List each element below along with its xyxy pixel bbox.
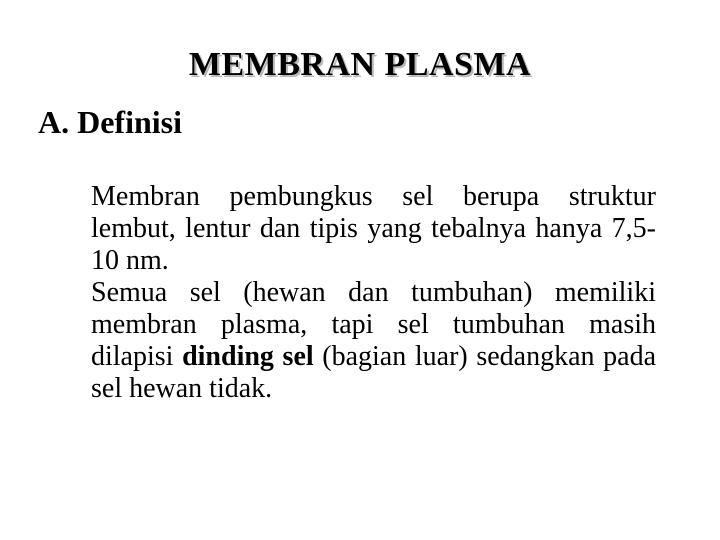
body-text (91, 181, 656, 405)
section-heading: A. Definisi (38, 104, 182, 140)
bold-term-dinding-sel: dinding sel (182, 341, 314, 372)
slide-title: MEMBRAN PLASMA (188, 46, 532, 83)
paragraph-2-part-1: Semua sel (hewan dan tumbuhan) memiliki membran plasma, tapi sel tumbuhan masih dilapisi (91, 277, 656, 372)
paragraph-2-part-2: (bagian luar) sedangkan pada sel hewan tidak. (91, 341, 656, 404)
paragraph-2 (91, 277, 656, 405)
paragraph-1: Membran pembungkus sel berupa struktur lembut, lentur dan tipis yang tebalnya hanya 7,5-10 nm. (91, 181, 656, 276)
